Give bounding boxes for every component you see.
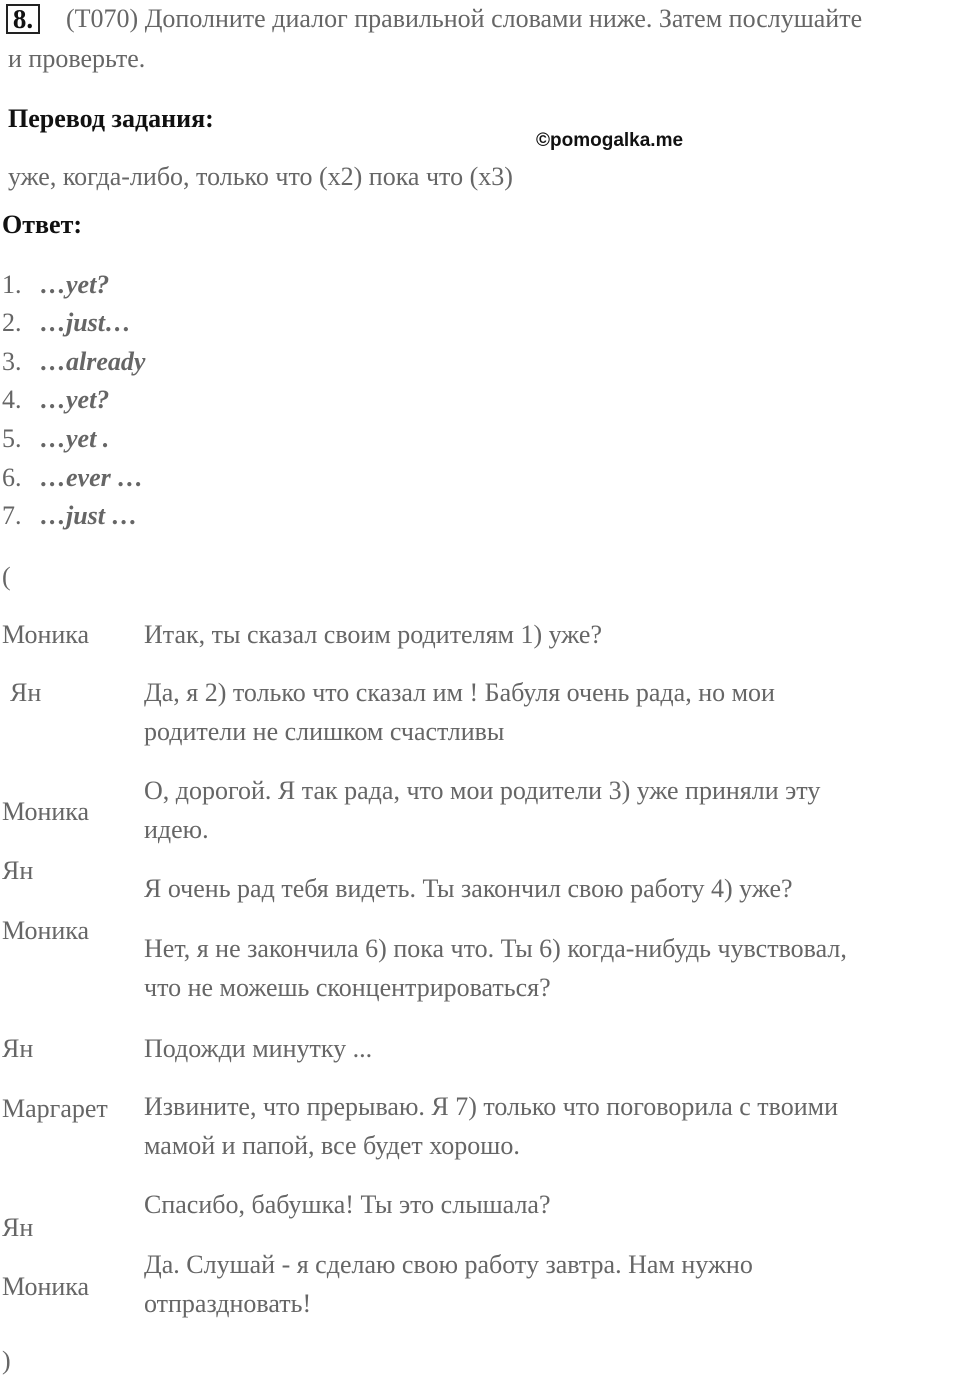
dialogue-line: Подожди минутку ...	[144, 1034, 373, 1063]
task-instruction-line1: (T070) Дополните диалог правильной словами ниже. Затем послушайте	[66, 4, 863, 33]
answer-text: …already	[40, 347, 146, 376]
speaker-name: Ян	[2, 1034, 34, 1063]
task-number-box: 8.	[6, 4, 40, 34]
dialogue-line: Да, я 2) только что сказал им ! Бабуля очень рада, но мои	[144, 678, 775, 707]
translation-heading: Перевод задания:	[8, 104, 214, 133]
dialogue-line: Извините, что прерываю. Я 7) только что поговорила с твоими	[144, 1092, 839, 1121]
dialogue-line: Итак, ты сказал своим родителям 1) уже?	[144, 620, 602, 649]
speaker-name: Моника	[2, 1272, 90, 1301]
answer-text: …yet?	[40, 270, 110, 299]
dialogue-line: Да. Слушай - я сделаю свою работу завтра. Нам нужно	[144, 1250, 753, 1279]
speaker-name: Моника	[2, 620, 90, 649]
close-parenthesis: )	[2, 1346, 11, 1375]
dialogue-line: Я очень рад тебя видеть. Ты закончил свою работу 4) уже?	[144, 874, 793, 903]
answer-number: 6.	[2, 463, 22, 492]
answer-text: …ever …	[40, 463, 144, 492]
answer-number: 4.	[2, 385, 22, 414]
dialogue-line: Нет, я не закончила 6) пока что. Ты 6) когда-нибудь чувствовал,	[144, 934, 847, 963]
speaker-name: Ян	[2, 1213, 34, 1242]
dialogue-line: родители не слишком счастливы	[144, 717, 505, 746]
dialogue-line: мамой и папой, все будет хорошо.	[144, 1131, 520, 1160]
answer-number: 5.	[2, 424, 22, 453]
answer-text: …yet?	[40, 385, 110, 414]
answer-number: 3.	[2, 347, 22, 376]
dialogue-line: отпраздновать!	[144, 1289, 312, 1318]
watermark: ©pomogalka.me	[536, 130, 684, 151]
answer-number: 2.	[2, 308, 22, 337]
speaker-name: Ян	[2, 856, 34, 885]
dialogue-line: О, дорогой. Я так рада, что мои родители 3) уже приняли эту	[144, 776, 821, 805]
answer-number: 1.	[2, 270, 22, 299]
speaker-name: Моника	[2, 916, 90, 945]
dialogue-line: идею.	[144, 815, 209, 844]
speaker-name: Ян	[10, 678, 42, 707]
speaker-name: Моника	[2, 797, 90, 826]
speaker-name: Маргарет	[2, 1094, 108, 1123]
task-instruction-line2: и проверьте.	[8, 44, 146, 73]
answer-heading: Ответ:	[2, 210, 83, 239]
answer-number: 7.	[2, 501, 22, 530]
answer-text: …yet .	[40, 424, 110, 453]
translation-words: уже, когда-либо, только что (x2) пока что (x3)	[8, 162, 513, 191]
answer-text: …just …	[40, 501, 138, 530]
open-parenthesis: (	[2, 562, 11, 591]
dialogue-line: что не можешь сконцентрироваться?	[144, 973, 551, 1002]
dialogue-line: Спасибо, бабушка! Ты это слышала?	[144, 1190, 551, 1219]
answer-text: …just…	[40, 308, 132, 337]
